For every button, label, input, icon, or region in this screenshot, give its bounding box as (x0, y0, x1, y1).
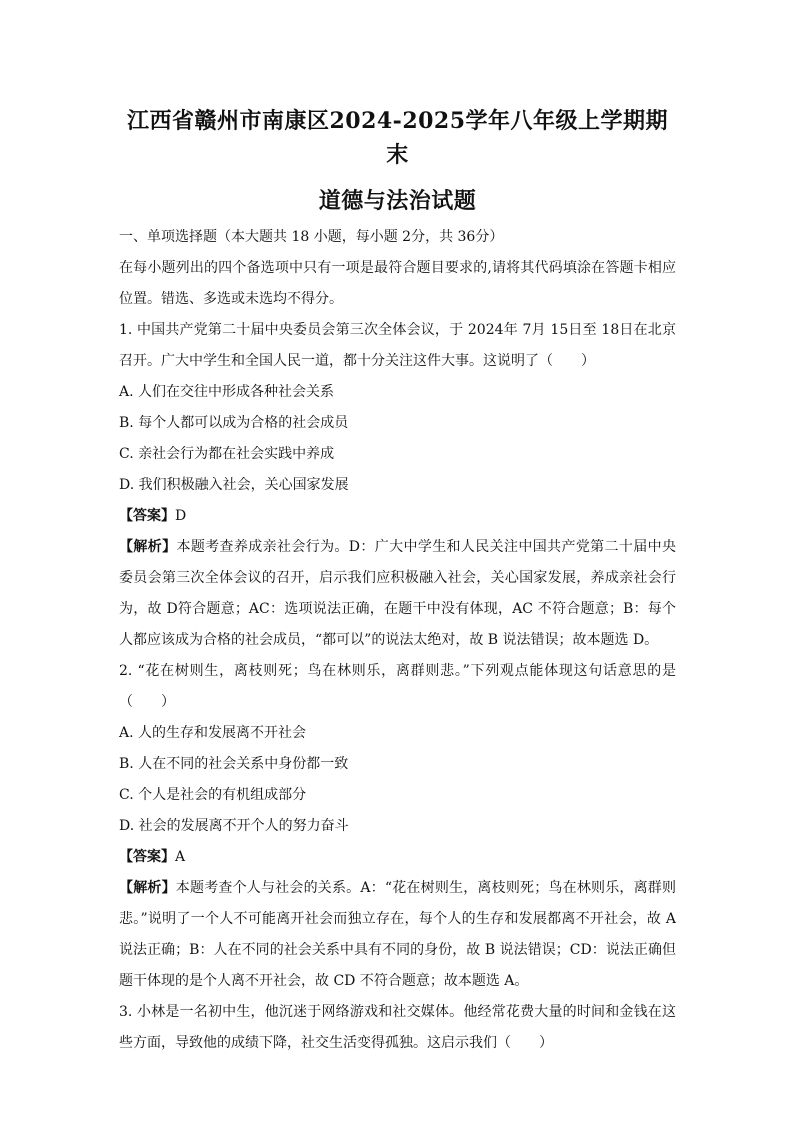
option-c: C. 个人是社会的有机组成部分 (119, 787, 307, 803)
question-stem: 2. “花在树则生，离枝则死；鸟在林则乐，离群则悲。”下列观点能体现这句话意思的是（ ） (119, 663, 676, 710)
question-stem: 1. 中国共产党第二十届中央委员会第三次全体会议，于 2024年 7月 15日至 18日在北京召开。广大中学生和全国人民一道，都十分关注这件大事。这说明了（ ） (119, 322, 676, 369)
question-3 (119, 997, 676, 1059)
answer (119, 842, 676, 873)
option-b: B. 人在不同的社会关系中身份都一致 (119, 756, 349, 772)
answer-value: A (175, 849, 186, 865)
option-d: D. 社会的发展离不开个人的努力奋斗 (119, 818, 349, 834)
instructions: 在每小题列出的四个备选项中只有一项是最符合题目要求的,请将其代码填涂在答题卡相应位置。错选、多选或未选均不得分。 (119, 260, 676, 307)
analysis-text: 本题考查养成亲社会行为。D：广大中学生和人民关注中国共产党第二十届中央委员会第三次全体会议的召开，启示我们应积极融入社会，关心国家发展，养成亲社会行为，故 D符合题意；AC：选项说法正确，在题干中没有体现，AC 不符合题意；B：每个人都应该成为合格的社会成员，“都可以”的说法太绝对，故 B 说法错误；故本题选 D。 (119, 539, 676, 648)
analysis (119, 532, 676, 656)
answer-value: D (175, 508, 187, 524)
section-heading: 一、单项选择题（本大题共 18 小题，每小题 2分，共 36分） (119, 229, 504, 245)
option-c: C. 亲社会行为都在社会实践中养成 (119, 446, 335, 462)
document-title: 江西省赣州市南康区2024-2025学年八年级上学期期末 (126, 108, 669, 168)
answer-label: 【答案】 (119, 849, 175, 865)
option-b: B. 每个人都可以成为合格的社会成员 (119, 415, 349, 431)
answer (119, 501, 676, 532)
document-subtitle: 道德与法治试题 (318, 188, 477, 214)
option-a: A. 人们在交往中形成各种社会关系 (119, 384, 335, 400)
analysis-label: 【解析】 (119, 539, 177, 555)
question-1 (119, 315, 676, 656)
analysis-label: 【解析】 (119, 880, 176, 896)
analysis (119, 873, 676, 997)
option-a: A. 人的生存和发展离不开社会 (119, 725, 307, 741)
option-d: D. 我们积极融入社会，关心国家发展 (119, 477, 349, 493)
answer-label: 【答案】 (119, 508, 175, 524)
question-stem: 3. 小林是一名初中生，他沉迷于网络游戏和社交媒体。他经常花费大量的时间和金钱在这些方面，导致他的成绩下降，社交生活变得孤独。这启示我们（ ） (119, 1004, 676, 1051)
analysis-text: 本题考查个人与社会的关系。A：“花在树则生，离枝则死；鸟在林则乐，离群则悲。”说明了一个人不可能离开社会而独立存在，每个人的生存和发展都离不开社会，故 A说法正确；B：人在不同的社会关系中具有不同的身份，故 B 说法错误；CD：说法正确但题干体现的是个人离不开社会，故 CD 不符合题意；故本题选 A。 (119, 880, 677, 989)
question-2 (119, 656, 676, 997)
